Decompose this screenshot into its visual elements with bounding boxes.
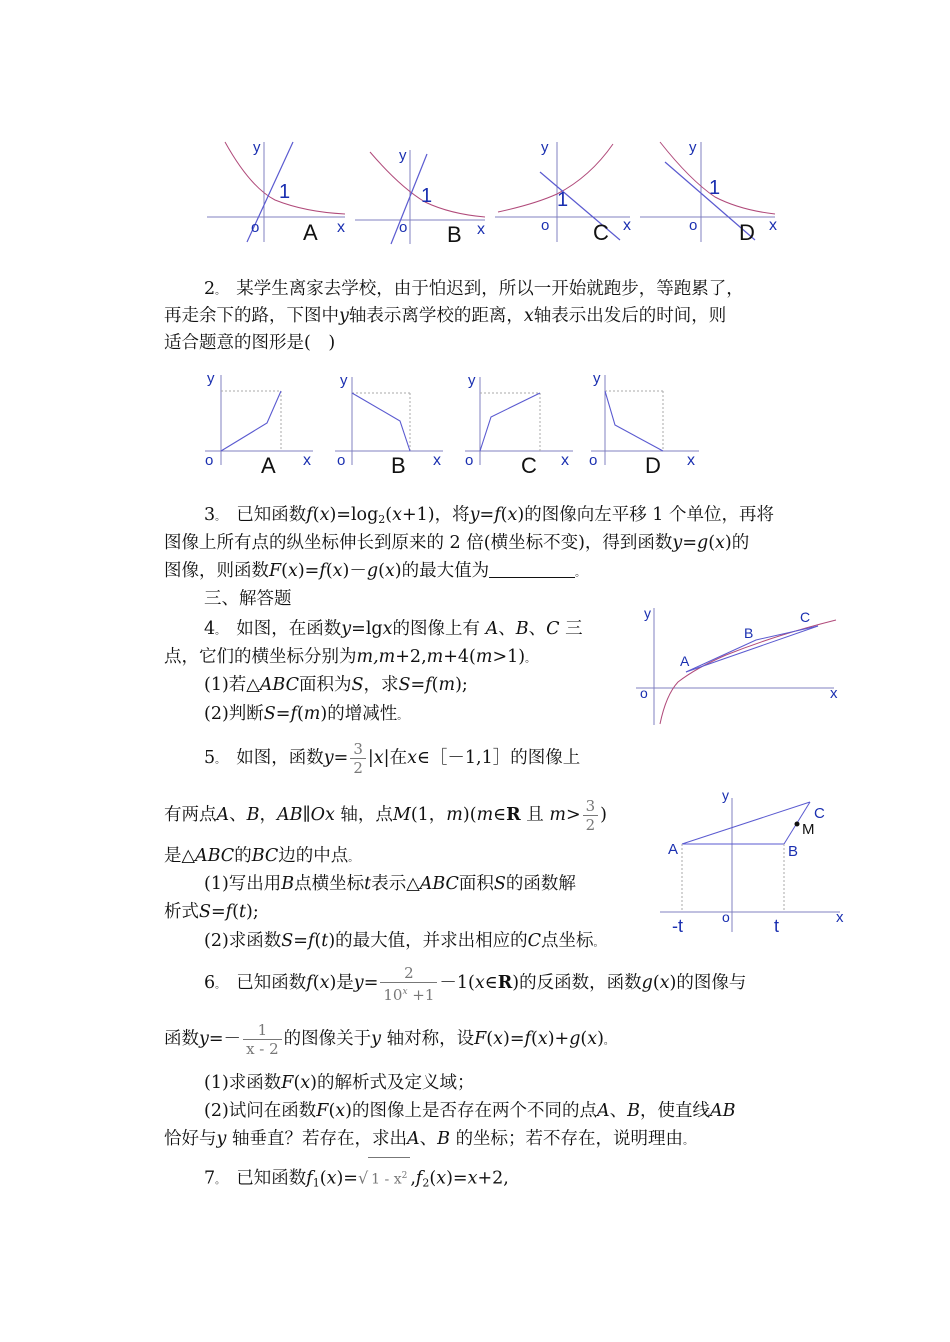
q5-number: 5 (204, 748, 216, 768)
graph-a (207, 139, 345, 245)
svg-text:C: C (521, 453, 537, 478)
fraction-three-halves-2: $\frac{3}{2}$ (583, 797, 599, 834)
distance-graph-b (335, 372, 443, 478)
distance-graph-a (205, 370, 313, 478)
svg-text:x: x (836, 909, 844, 926)
figure-abs-graph (660, 784, 850, 939)
svg-text:o: o (722, 909, 730, 925)
distance-graph-c (465, 372, 573, 478)
fraction-one-over: $\frac{1}{x - 2}$ (243, 1021, 282, 1058)
q4-number: 4 (204, 619, 216, 639)
svg-text:o: o (399, 219, 408, 236)
q3-text-3a: 图像，则函数 (164, 561, 269, 581)
svg-text:B: B (447, 222, 462, 247)
svg-text:x: x (830, 685, 838, 702)
svg-text:1: 1 (557, 189, 569, 211)
q2-text-2a: 再走余下的路，下图中 (164, 306, 339, 326)
q6-line2: 函数y=－ $\frac{1}{x - 2}$ 的图像关于y 轴对称，设F(x)=f(x)+g(x)。 (164, 1021, 614, 1058)
q5-line3: 是△ABC的BC边的中点。 (164, 846, 359, 866)
figure-row-distance-graphs (195, 365, 715, 480)
exponential-graphs-svg (195, 132, 795, 252)
svg-text:1: 1 (279, 181, 291, 203)
q6-part2: (2)试问在函数F(x)的图像上是否存在两个不同的点A、B，使直线AB (204, 1101, 736, 1121)
distance-graphs-svg (195, 365, 715, 480)
svg-text:o: o (205, 452, 214, 469)
svg-text:y: y (541, 139, 549, 156)
q4-part1: (1)若△ABC面积为S，求S=f(m); (204, 675, 468, 695)
svg-text:x: x (303, 452, 311, 469)
q6-part1: (1)求函数F(x)的解析式及定义域； (204, 1073, 475, 1093)
q2-text-3: 适合题意的图形是( ) (164, 333, 336, 353)
abs-graph-svg (660, 784, 850, 939)
q5-line1: 5。 如图，函数y= $\frac{3}{2}$ |x|在x∈［－1,1］的图像上 (204, 740, 581, 777)
svg-text:y: y (340, 372, 348, 389)
svg-text:x: x (561, 452, 569, 469)
figure-row-exponential-graphs (195, 132, 795, 252)
distance-graph-d (589, 370, 699, 478)
svg-text:y: y (399, 147, 407, 164)
svg-text:o: o (251, 219, 260, 236)
svg-text:y: y (253, 139, 261, 156)
q2-line1: 2。 某学生离家去学校，由于怕迟到，所以一开始就跑步，等跑累了， (204, 279, 744, 299)
svg-text:y: y (593, 370, 601, 387)
q2-text-2c: 轴表示离学校的距离， (348, 306, 524, 326)
svg-text:A: A (303, 220, 318, 245)
svg-text:x: x (433, 452, 441, 469)
q5-part1-cont: 析式S=f(t); (164, 902, 259, 922)
q2-text-1: 某学生离家去学校，由于怕迟到，所以一开始就跑步，等跑累了， (236, 279, 744, 299)
svg-text:o: o (589, 452, 598, 469)
svg-text:B: B (391, 453, 406, 478)
svg-text:x: x (337, 219, 345, 236)
graph-b (355, 147, 485, 247)
svg-text:A: A (668, 841, 679, 858)
q3-line1: 3。 已知函数$f(x)=\log_2(x+1)$，将y=f(x)的图像向左平移 1 个单位，再将 (204, 505, 774, 526)
section-title: 三、解答题 (204, 589, 292, 609)
q6-line1: 6。 已知函数f(x)是y= $\frac{2}{10^x +1}$ －1(x∈R)的反函数，函数g(x)的图像与 (204, 963, 747, 1004)
svg-text:A: A (261, 453, 276, 478)
svg-text:o: o (541, 217, 550, 234)
q5-line2: 有两点A、B，AB∥Ox 轴，点M(1，m)(m∈R 且 m> $\frac{3}{2}$ ) (164, 797, 607, 834)
svg-text:o: o (465, 452, 474, 469)
q6-part2-cont: 恰好与y 轴垂直？若存在，求出A、B 的坐标；若不存在，说明理由。 (164, 1129, 694, 1149)
svg-text:y: y (644, 605, 651, 621)
q3-text-1a: 已知函数 (236, 505, 307, 525)
graph-c (495, 139, 631, 245)
svg-text:M: M (802, 821, 815, 838)
q7-number: 7 (204, 1168, 216, 1189)
svg-text:-t: -t (672, 916, 683, 936)
sqrt-expression: $1 - x^2$ (368, 1157, 410, 1198)
fraction-two-over: $\frac{2}{10^x +1}$ (380, 964, 437, 1004)
svg-text:1: 1 (421, 185, 433, 207)
svg-text:C: C (814, 805, 825, 822)
svg-text:t: t (774, 916, 780, 936)
svg-text:D: D (645, 453, 661, 478)
q2-y: y (339, 306, 349, 326)
figure-log-graph (636, 600, 846, 728)
q2-line2 (164, 304, 726, 328)
svg-text:B: B (788, 843, 799, 860)
log-graph-svg (636, 600, 846, 728)
svg-text:y: y (689, 139, 697, 156)
answer-blank[interactable] (489, 561, 575, 578)
svg-text:1: 1 (709, 177, 721, 199)
svg-text:x: x (769, 217, 777, 234)
q3-number: 3 (204, 505, 216, 525)
q2-number: 2 (204, 279, 216, 299)
q2-line3 (164, 331, 335, 355)
fraction-three-halves: $\frac{3}{2}$ (350, 740, 366, 777)
q2-x: x (523, 306, 534, 326)
svg-text:x: x (623, 217, 631, 234)
q3-line3: 图像，则函数F(x)=f(x)－g(x)的最大值为 。 (164, 561, 586, 581)
svg-text:x: x (477, 221, 485, 238)
svg-text:C: C (593, 220, 609, 245)
svg-text:y: y (207, 370, 215, 387)
q5-part1: (1)写出用B点横坐标t表示△ABC面积S的函数解 (204, 874, 576, 894)
svg-text:o: o (640, 685, 648, 701)
svg-text:y: y (722, 787, 729, 803)
graph-d (640, 139, 777, 245)
svg-text:D: D (739, 220, 755, 245)
q4-line2: 点，它们的横坐标分别为m,m+2,m+4(m>1)。 (164, 647, 536, 667)
svg-text:x: x (687, 452, 695, 469)
svg-text:B: B (744, 625, 754, 641)
svg-text:C: C (800, 609, 811, 625)
q6-number: 6 (204, 973, 216, 993)
q5-part2: (2)求函数S=f(t)的最大值，并求出相应的C点坐标。 (204, 931, 604, 951)
section-heading (204, 587, 292, 611)
q7-line1: 7。 已知函数$f_1(x)=√$ $1 - x^2$ $,f_2(x)=x+2$, (204, 1157, 509, 1202)
svg-text:o: o (337, 452, 346, 469)
q4-line1: 4。 如图，在函数y=lgx的图像上有 A、B、C 三 (204, 619, 583, 639)
svg-text:o: o (689, 217, 698, 234)
q2-text-2e: 轴表示出发后的时间，则 (533, 306, 727, 326)
svg-text:A: A (680, 653, 690, 669)
svg-text:y: y (468, 372, 476, 389)
q4-part2: (2)判断S=f(m)的增减性。 (204, 704, 408, 724)
q3-text-2: 图像上所有点的纵坐标伸长到原来的 2 倍(横坐标不变)，得到函数 (164, 533, 673, 553)
q3-line2: 图像上所有点的纵坐标伸长到原来的 2 倍(横坐标不变)，得到函数y=g(x)的 (164, 533, 750, 553)
